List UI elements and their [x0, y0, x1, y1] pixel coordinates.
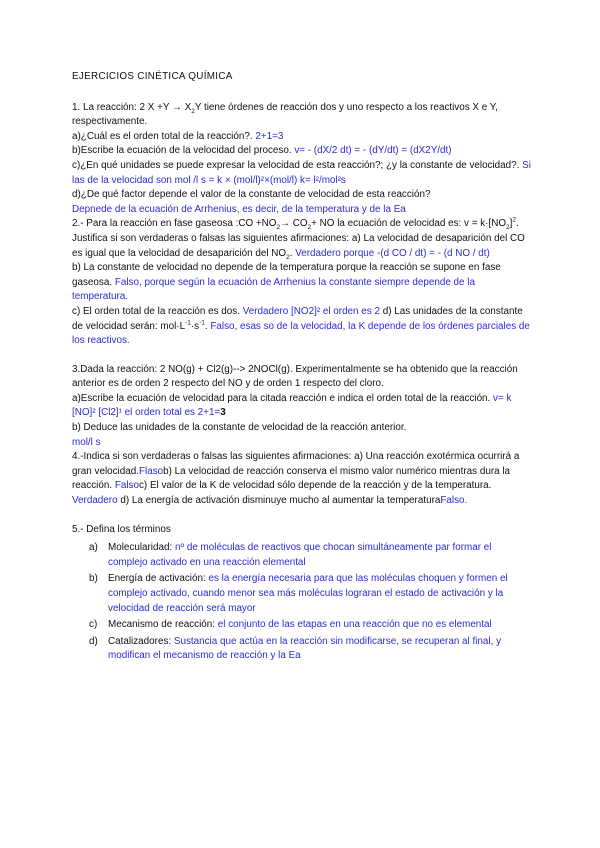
- definition: nº de moléculas de reactivos que chocan simultáneamente par formar el complejo activado en una reacción elemental: [108, 542, 492, 568]
- q4-part1: 4.-Indica si son verdaderas o falsas las siguientes afirmaciones: a) Una reacción exotérmica ocurrirá a gran velocidad.: [72, 451, 520, 477]
- q1c: [72, 159, 532, 188]
- q4b-answer: Falso: [114, 480, 139, 492]
- q2-stmt-part2: → CO: [280, 218, 308, 230]
- q4-part4: d) La energía de activación disminuye mucho al aumentar la temperatura: [120, 495, 441, 507]
- q2c-question: c) El orden total de la reacción es dos.: [72, 305, 240, 317]
- q2-sup: 2: [512, 217, 517, 225]
- q3a-answer: v= k [NO]² [Cl2]¹ el orden total es 2+1=: [72, 392, 512, 419]
- term: Energía de activación:: [108, 573, 206, 585]
- q5-heading: 5.- Defina los términos: [72, 523, 171, 535]
- q4-part3: c) El valor de la K de velocidad sólo depende de la reacción y de la temperatura.: [138, 480, 492, 492]
- q5-list: [72, 541, 532, 664]
- q2-stmt-part6: .: [289, 247, 293, 259]
- q1a-answer: 2+1=3: [255, 130, 284, 142]
- q2-sub-a: 2: [276, 224, 281, 232]
- q2a-answer: Verdadero porque -(d CO / dt) = - (d NO / dt): [295, 247, 490, 259]
- q4d-answer: Falso.: [440, 495, 468, 507]
- q1-stmt-part1: 1. La reacción: 2 X +Y → X: [72, 101, 192, 113]
- q1c-question: c)¿En qué unidades se puede expresar la velocidad de esta reacción?; ¿y la constante de velocidad?.: [72, 159, 520, 171]
- q2d-question: d) Las unidades de la constante de velocidad serán: mol·L: [72, 305, 523, 332]
- definition: el conjunto de las etapas en una reacción que no es elemental: [217, 619, 492, 631]
- q1a-question: a)¿Cuál es el orden total de la reacción?.: [72, 130, 253, 142]
- document-body: [72, 70, 532, 666]
- spacer: [72, 349, 532, 363]
- q2-stmt-part5: . Justifica si son verdaderas o falsas las siguientes afirmaciones: a) La velocidad de desaparición del CO es igual que la velocidad de desaparición del NO: [72, 218, 525, 259]
- spacer: [72, 509, 532, 523]
- document-title: EJERCICIOS CINÉTICA QUÍMICA: [72, 71, 233, 82]
- q2c-answer: Verdadero [NO2]² el orden es 2: [242, 305, 380, 317]
- q1b-answer: v= - (dX/2 dt) = - (dY/dt) = (dX2Y/dt): [294, 145, 452, 157]
- q2-sub-d: 2: [286, 253, 290, 261]
- q2-statement: [72, 217, 532, 261]
- q1b: [72, 144, 532, 159]
- q4c-answer: Verdadero: [72, 495, 118, 507]
- list-item: [72, 635, 532, 664]
- q1-stmt-part2: Y tiene órdenes de reacción dos y uno respecto a los reactivos X e Y, respectivamente.: [72, 101, 498, 128]
- list-marker: b): [89, 573, 98, 585]
- list-marker: d): [89, 635, 98, 647]
- q2d-answer: Falso, esas so de la velocidad, la K depende de los órdenes parciales de los reactivos.: [72, 320, 530, 347]
- q2-stmt-part1: 2.- Para la reacción en fase gaseosa :CO +NO: [72, 218, 277, 230]
- q3a-question: a)Escribe la ecuación de velocidad para la citada reacción e indica el orden total de la reacción.: [72, 392, 491, 404]
- q4-part2: b) La velocidad de reacción conserva el mismo valor numérico mientras dura la reacción.: [72, 465, 511, 492]
- q3a-answer-bold: 3: [220, 407, 226, 419]
- q2b: [72, 261, 532, 305]
- q2d-mid: ·s: [190, 320, 200, 332]
- list-item: [72, 541, 532, 570]
- q4-statement: [72, 450, 532, 508]
- q1b-question: b)Escribe la ecuación de la velocidad del proceso.: [72, 145, 292, 157]
- q1-subscript: 2: [191, 107, 195, 115]
- q2b-question: b) La constante de velocidad no depende de la temperatura porque la reacción se supone en fase gaseosa.: [72, 262, 501, 288]
- q2d-sup-s: -1: [199, 319, 205, 327]
- q1d: d)¿De qué factor depende el valor de la constante de velocidad de esta reacción?: [72, 189, 431, 201]
- q3a: [72, 392, 532, 421]
- q1-statement: [72, 101, 532, 130]
- q1c-answer: Si las de la velocidad son mol /l s = k × (mol/l)²×(mol/l) k= l²/mol²s: [72, 159, 531, 186]
- list-item: [72, 618, 532, 633]
- definition: es la energía necesaria para que las moléculas choquen y formen el complejo activado, cuando menor sea más moléculas lograran el estado de activación y la velocidad de reacción será mayor: [108, 573, 508, 614]
- q2d-end: .: [204, 320, 208, 332]
- q2c: [72, 305, 532, 349]
- q4a-answer: Flaso: [138, 465, 164, 477]
- definition: Sustancia que actúa en la reacción sin modificarse, se recuperan al final, y modifican el mecanismo de reacción y la Ea: [108, 635, 502, 662]
- term: Catalizadores:: [108, 635, 172, 647]
- q1a: [72, 130, 532, 145]
- q2b-answer: Falso, porque según la ecuación de Arrhenius la constante siempre depende de la temperatura.: [72, 276, 475, 303]
- q2-sub-c: 2: [506, 224, 510, 232]
- list-marker: a): [89, 542, 98, 554]
- term: Molecularidad:: [108, 542, 173, 554]
- q2-stmt-part3: + NO la ecuación de velocidad es: v = k·[NO: [311, 218, 507, 230]
- q2-sub-b: 2: [307, 224, 312, 232]
- q3b-answer: mol/l s: [72, 436, 101, 448]
- q2-stmt-part4: ]: [509, 218, 513, 230]
- q2d-sup-l: -1: [185, 319, 191, 327]
- q1d-answer: Depnede de la ecuación de Arrhenius, es decir, de la temperatura y de la Ea: [72, 203, 406, 215]
- list-marker: c): [89, 619, 98, 631]
- q3b: b) Deduce las unidades de la constante de velocidad de la reacción anterior.: [72, 422, 407, 434]
- q3-statement: 3.Dada la reacción: 2 NO(g) + Cl2(g)--> 2NOCl(g). Experimentalmente se ha obtenido que la reacción anterior es de orden 2 respecto del NO y de orden 1 respecto del cloro.: [72, 363, 518, 390]
- term: Mecanismo de reacción:: [108, 619, 216, 631]
- list-item: [72, 572, 532, 616]
